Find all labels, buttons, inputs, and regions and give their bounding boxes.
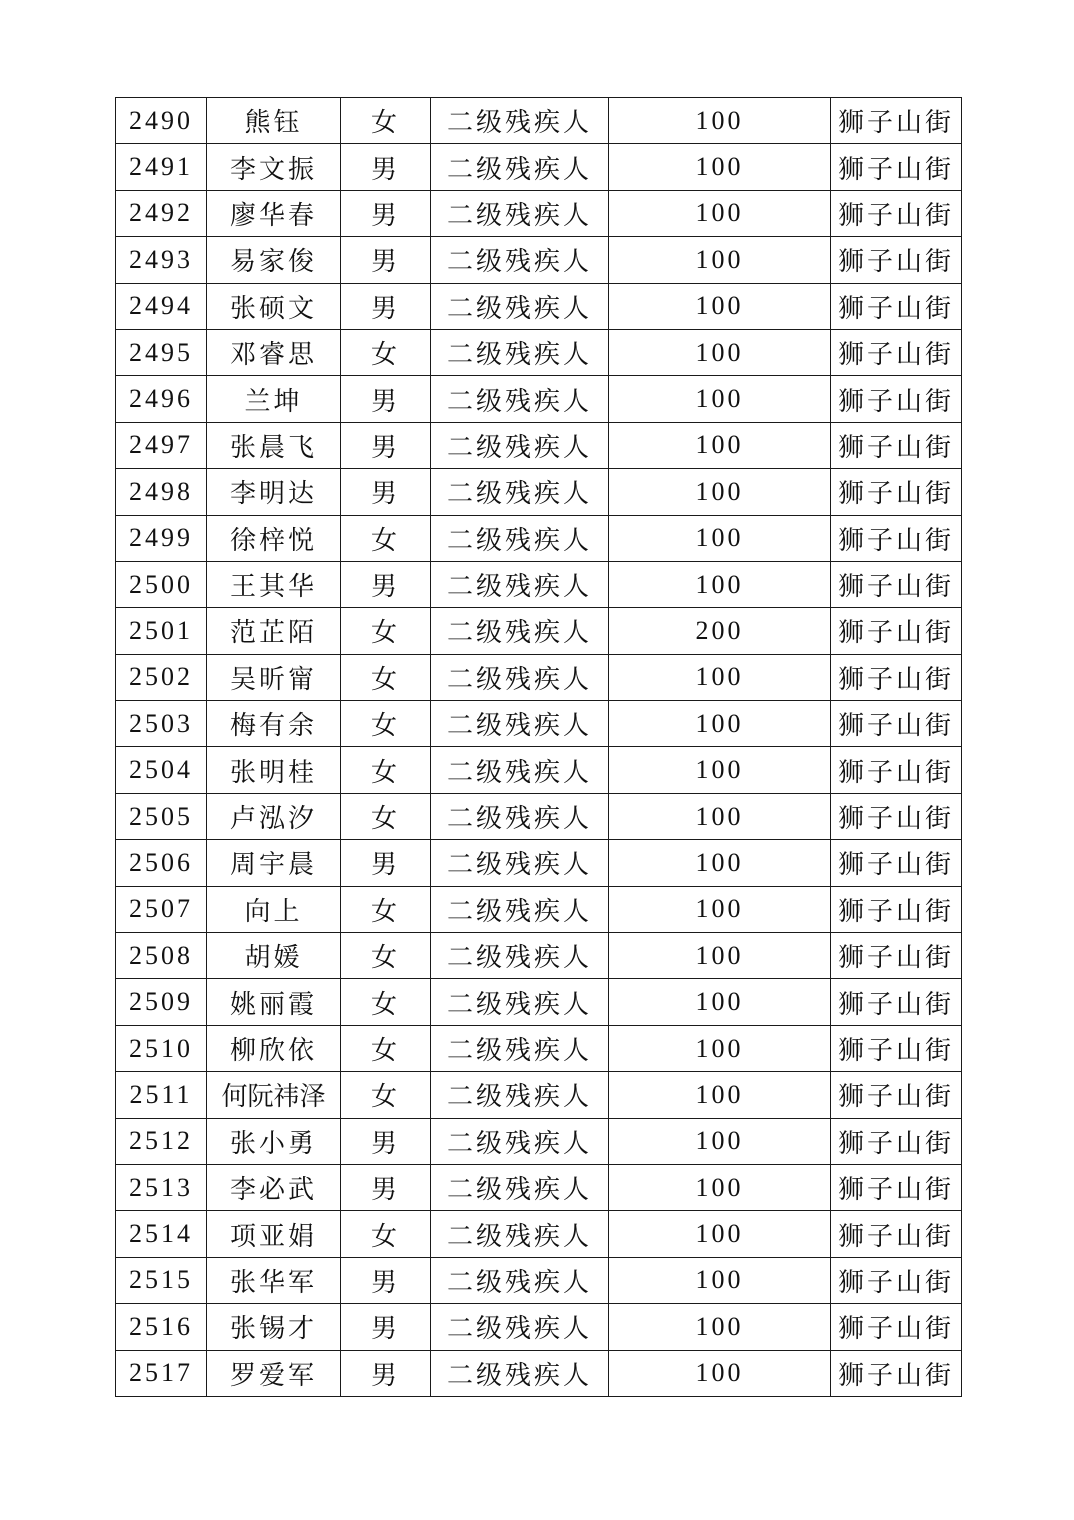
- cell-amount: 100: [609, 98, 831, 144]
- cell-disability-level: 二级残疾人: [431, 376, 609, 422]
- cell-disability-level: 二级残疾人: [431, 1025, 609, 1071]
- cell-sex: 女: [341, 515, 431, 561]
- cell-name: 项亚娟: [207, 1211, 341, 1257]
- cell-street: 狮子山街: [831, 422, 962, 468]
- table-row: [116, 515, 962, 561]
- cell-serial-number: 2493: [116, 237, 207, 283]
- table-row: [116, 144, 962, 190]
- cell-amount: 100: [609, 701, 831, 747]
- cell-disability-level: 二级残疾人: [431, 701, 609, 747]
- cell-amount: 100: [609, 561, 831, 607]
- cell-serial-number: 2509: [116, 979, 207, 1025]
- cell-name: 李文振: [207, 144, 341, 190]
- table-row: [116, 1118, 962, 1164]
- cell-street: 狮子山街: [831, 329, 962, 375]
- cell-serial-number: 2490: [116, 98, 207, 144]
- cell-amount: 200: [609, 608, 831, 654]
- cell-amount: 100: [609, 793, 831, 839]
- cell-amount: 100: [609, 933, 831, 979]
- cell-street: 狮子山街: [831, 469, 962, 515]
- cell-street: 狮子山街: [831, 144, 962, 190]
- cell-serial-number: 2504: [116, 747, 207, 793]
- cell-street: 狮子山街: [831, 1072, 962, 1118]
- table-row: [116, 1257, 962, 1303]
- cell-amount: 100: [609, 1211, 831, 1257]
- cell-disability-level: 二级残疾人: [431, 1257, 609, 1303]
- cell-sex: 男: [341, 1118, 431, 1164]
- table-row: [116, 98, 962, 144]
- cell-name: 邓睿思: [207, 329, 341, 375]
- cell-amount: 100: [609, 237, 831, 283]
- cell-amount: 100: [609, 469, 831, 515]
- cell-disability-level: 二级残疾人: [431, 98, 609, 144]
- cell-sex: 男: [341, 1164, 431, 1210]
- cell-name: 张小勇: [207, 1118, 341, 1164]
- cell-sex: 女: [341, 654, 431, 700]
- cell-name: 姚丽霞: [207, 979, 341, 1025]
- table-row: [116, 701, 962, 747]
- cell-serial-number: 2502: [116, 654, 207, 700]
- table-row: [116, 840, 962, 886]
- table-row: [116, 329, 962, 375]
- cell-sex: 女: [341, 1025, 431, 1071]
- cell-amount: 100: [609, 283, 831, 329]
- table-row: [116, 1072, 962, 1118]
- cell-serial-number: 2517: [116, 1350, 207, 1396]
- cell-amount: 100: [609, 886, 831, 932]
- cell-street: 狮子山街: [831, 1118, 962, 1164]
- cell-sex: 女: [341, 1072, 431, 1118]
- cell-street: 狮子山街: [831, 979, 962, 1025]
- cell-name: 向上: [207, 886, 341, 932]
- table-row: [116, 422, 962, 468]
- cell-name: 张华军: [207, 1257, 341, 1303]
- table-row: [116, 376, 962, 422]
- cell-street: 狮子山街: [831, 237, 962, 283]
- cell-name: 张晨飞: [207, 422, 341, 468]
- cell-amount: 100: [609, 1304, 831, 1350]
- table-row: [116, 793, 962, 839]
- cell-amount: 100: [609, 654, 831, 700]
- cell-serial-number: 2516: [116, 1304, 207, 1350]
- cell-serial-number: 2507: [116, 886, 207, 932]
- cell-name: 吴昕甯: [207, 654, 341, 700]
- cell-name: 柳欣依: [207, 1025, 341, 1071]
- cell-amount: 100: [609, 1350, 831, 1396]
- cell-disability-level: 二级残疾人: [431, 886, 609, 932]
- table-row: [116, 1164, 962, 1210]
- cell-street: 狮子山街: [831, 376, 962, 422]
- cell-disability-level: 二级残疾人: [431, 283, 609, 329]
- cell-disability-level: 二级残疾人: [431, 793, 609, 839]
- table-row: [116, 1350, 962, 1396]
- table-row: [116, 654, 962, 700]
- cell-street: 狮子山街: [831, 793, 962, 839]
- cell-sex: 女: [341, 979, 431, 1025]
- cell-sex: 女: [341, 701, 431, 747]
- cell-amount: 100: [609, 1025, 831, 1071]
- cell-street: 狮子山街: [831, 1164, 962, 1210]
- cell-serial-number: 2500: [116, 561, 207, 607]
- cell-amount: 100: [609, 515, 831, 561]
- cell-disability-level: 二级残疾人: [431, 979, 609, 1025]
- subsidy-roster-table: [115, 97, 962, 1397]
- cell-name: 范芷陌: [207, 608, 341, 654]
- cell-serial-number: 2497: [116, 422, 207, 468]
- cell-name: 卢泓汐: [207, 793, 341, 839]
- cell-street: 狮子山街: [831, 515, 962, 561]
- cell-serial-number: 2503: [116, 701, 207, 747]
- table-row: [116, 979, 962, 1025]
- table-row: [116, 190, 962, 236]
- table-row: [116, 237, 962, 283]
- cell-name: 李必武: [207, 1164, 341, 1210]
- cell-disability-level: 二级残疾人: [431, 747, 609, 793]
- cell-serial-number: 2510: [116, 1025, 207, 1071]
- cell-name: 张硕文: [207, 283, 341, 329]
- cell-sex: 女: [341, 933, 431, 979]
- cell-disability-level: 二级残疾人: [431, 654, 609, 700]
- cell-amount: 100: [609, 144, 831, 190]
- cell-sex: 男: [341, 283, 431, 329]
- cell-name: 胡媛: [207, 933, 341, 979]
- cell-street: 狮子山街: [831, 1304, 962, 1350]
- cell-sex: 男: [341, 561, 431, 607]
- cell-serial-number: 2496: [116, 376, 207, 422]
- cell-disability-level: 二级残疾人: [431, 190, 609, 236]
- cell-name: 张锡才: [207, 1304, 341, 1350]
- cell-sex: 女: [341, 608, 431, 654]
- cell-name: 张明桂: [207, 747, 341, 793]
- cell-serial-number: 2505: [116, 793, 207, 839]
- cell-amount: 100: [609, 376, 831, 422]
- cell-street: 狮子山街: [831, 747, 962, 793]
- cell-serial-number: 2491: [116, 144, 207, 190]
- table-row: [116, 886, 962, 932]
- cell-serial-number: 2506: [116, 840, 207, 886]
- cell-name: 罗爱军: [207, 1350, 341, 1396]
- cell-street: 狮子山街: [831, 98, 962, 144]
- cell-serial-number: 2515: [116, 1257, 207, 1303]
- cell-disability-level: 二级残疾人: [431, 329, 609, 375]
- table-row: [116, 747, 962, 793]
- cell-sex: 女: [341, 1211, 431, 1257]
- cell-street: 狮子山街: [831, 283, 962, 329]
- table-row: [116, 933, 962, 979]
- cell-sex: 男: [341, 840, 431, 886]
- cell-disability-level: 二级残疾人: [431, 1350, 609, 1396]
- cell-sex: 男: [341, 469, 431, 515]
- roster-table-body: [116, 98, 962, 1397]
- cell-name: 易家俊: [207, 237, 341, 283]
- cell-sex: 男: [341, 1304, 431, 1350]
- cell-name: 李明达: [207, 469, 341, 515]
- cell-serial-number: 2501: [116, 608, 207, 654]
- cell-amount: 100: [609, 1257, 831, 1303]
- table-row: [116, 561, 962, 607]
- cell-disability-level: 二级残疾人: [431, 1164, 609, 1210]
- cell-serial-number: 2498: [116, 469, 207, 515]
- cell-street: 狮子山街: [831, 190, 962, 236]
- cell-sex: 男: [341, 422, 431, 468]
- cell-name: 廖华春: [207, 190, 341, 236]
- cell-serial-number: 2495: [116, 329, 207, 375]
- cell-amount: 100: [609, 190, 831, 236]
- cell-sex: 男: [341, 1257, 431, 1303]
- cell-disability-level: 二级残疾人: [431, 469, 609, 515]
- cell-sex: 男: [341, 190, 431, 236]
- cell-street: 狮子山街: [831, 654, 962, 700]
- cell-disability-level: 二级残疾人: [431, 237, 609, 283]
- cell-sex: 男: [341, 376, 431, 422]
- cell-disability-level: 二级残疾人: [431, 515, 609, 561]
- cell-amount: 100: [609, 840, 831, 886]
- table-row: [116, 608, 962, 654]
- cell-sex: 男: [341, 237, 431, 283]
- cell-street: 狮子山街: [831, 608, 962, 654]
- cell-street: 狮子山街: [831, 1257, 962, 1303]
- table-row: [116, 469, 962, 515]
- cell-disability-level: 二级残疾人: [431, 422, 609, 468]
- cell-amount: 100: [609, 422, 831, 468]
- cell-name: 周宇晨: [207, 840, 341, 886]
- cell-amount: 100: [609, 1164, 831, 1210]
- cell-sex: 女: [341, 329, 431, 375]
- cell-disability-level: 二级残疾人: [431, 561, 609, 607]
- cell-street: 狮子山街: [831, 1211, 962, 1257]
- cell-disability-level: 二级残疾人: [431, 1304, 609, 1350]
- cell-serial-number: 2513: [116, 1164, 207, 1210]
- cell-serial-number: 2508: [116, 933, 207, 979]
- cell-disability-level: 二级残疾人: [431, 1211, 609, 1257]
- table-row: [116, 1025, 962, 1071]
- cell-sex: 男: [341, 1350, 431, 1396]
- cell-amount: 100: [609, 1118, 831, 1164]
- cell-name: 兰坤: [207, 376, 341, 422]
- cell-name: 熊钰: [207, 98, 341, 144]
- cell-amount: 100: [609, 979, 831, 1025]
- cell-serial-number: 2494: [116, 283, 207, 329]
- cell-name: 王其华: [207, 561, 341, 607]
- cell-street: 狮子山街: [831, 933, 962, 979]
- cell-disability-level: 二级残疾人: [431, 608, 609, 654]
- cell-sex: 女: [341, 98, 431, 144]
- cell-street: 狮子山街: [831, 701, 962, 747]
- cell-serial-number: 2514: [116, 1211, 207, 1257]
- cell-disability-level: 二级残疾人: [431, 144, 609, 190]
- cell-street: 狮子山街: [831, 840, 962, 886]
- cell-amount: 100: [609, 329, 831, 375]
- cell-sex: 男: [341, 144, 431, 190]
- cell-serial-number: 2512: [116, 1118, 207, 1164]
- cell-amount: 100: [609, 1072, 831, 1118]
- cell-serial-number: 2492: [116, 190, 207, 236]
- cell-street: 狮子山街: [831, 1350, 962, 1396]
- table-row: [116, 1304, 962, 1350]
- cell-serial-number: 2511: [116, 1072, 207, 1118]
- cell-name: 何阮祎泽: [207, 1072, 341, 1118]
- cell-sex: 女: [341, 886, 431, 932]
- cell-street: 狮子山街: [831, 886, 962, 932]
- cell-sex: 女: [341, 747, 431, 793]
- cell-disability-level: 二级残疾人: [431, 840, 609, 886]
- cell-amount: 100: [609, 747, 831, 793]
- cell-street: 狮子山街: [831, 561, 962, 607]
- cell-sex: 女: [341, 793, 431, 839]
- cell-name: 梅有余: [207, 701, 341, 747]
- cell-serial-number: 2499: [116, 515, 207, 561]
- cell-disability-level: 二级残疾人: [431, 1072, 609, 1118]
- table-row: [116, 1211, 962, 1257]
- cell-street: 狮子山街: [831, 1025, 962, 1071]
- cell-disability-level: 二级残疾人: [431, 1118, 609, 1164]
- table-row: [116, 283, 962, 329]
- cell-disability-level: 二级残疾人: [431, 933, 609, 979]
- cell-name: 徐梓悦: [207, 515, 341, 561]
